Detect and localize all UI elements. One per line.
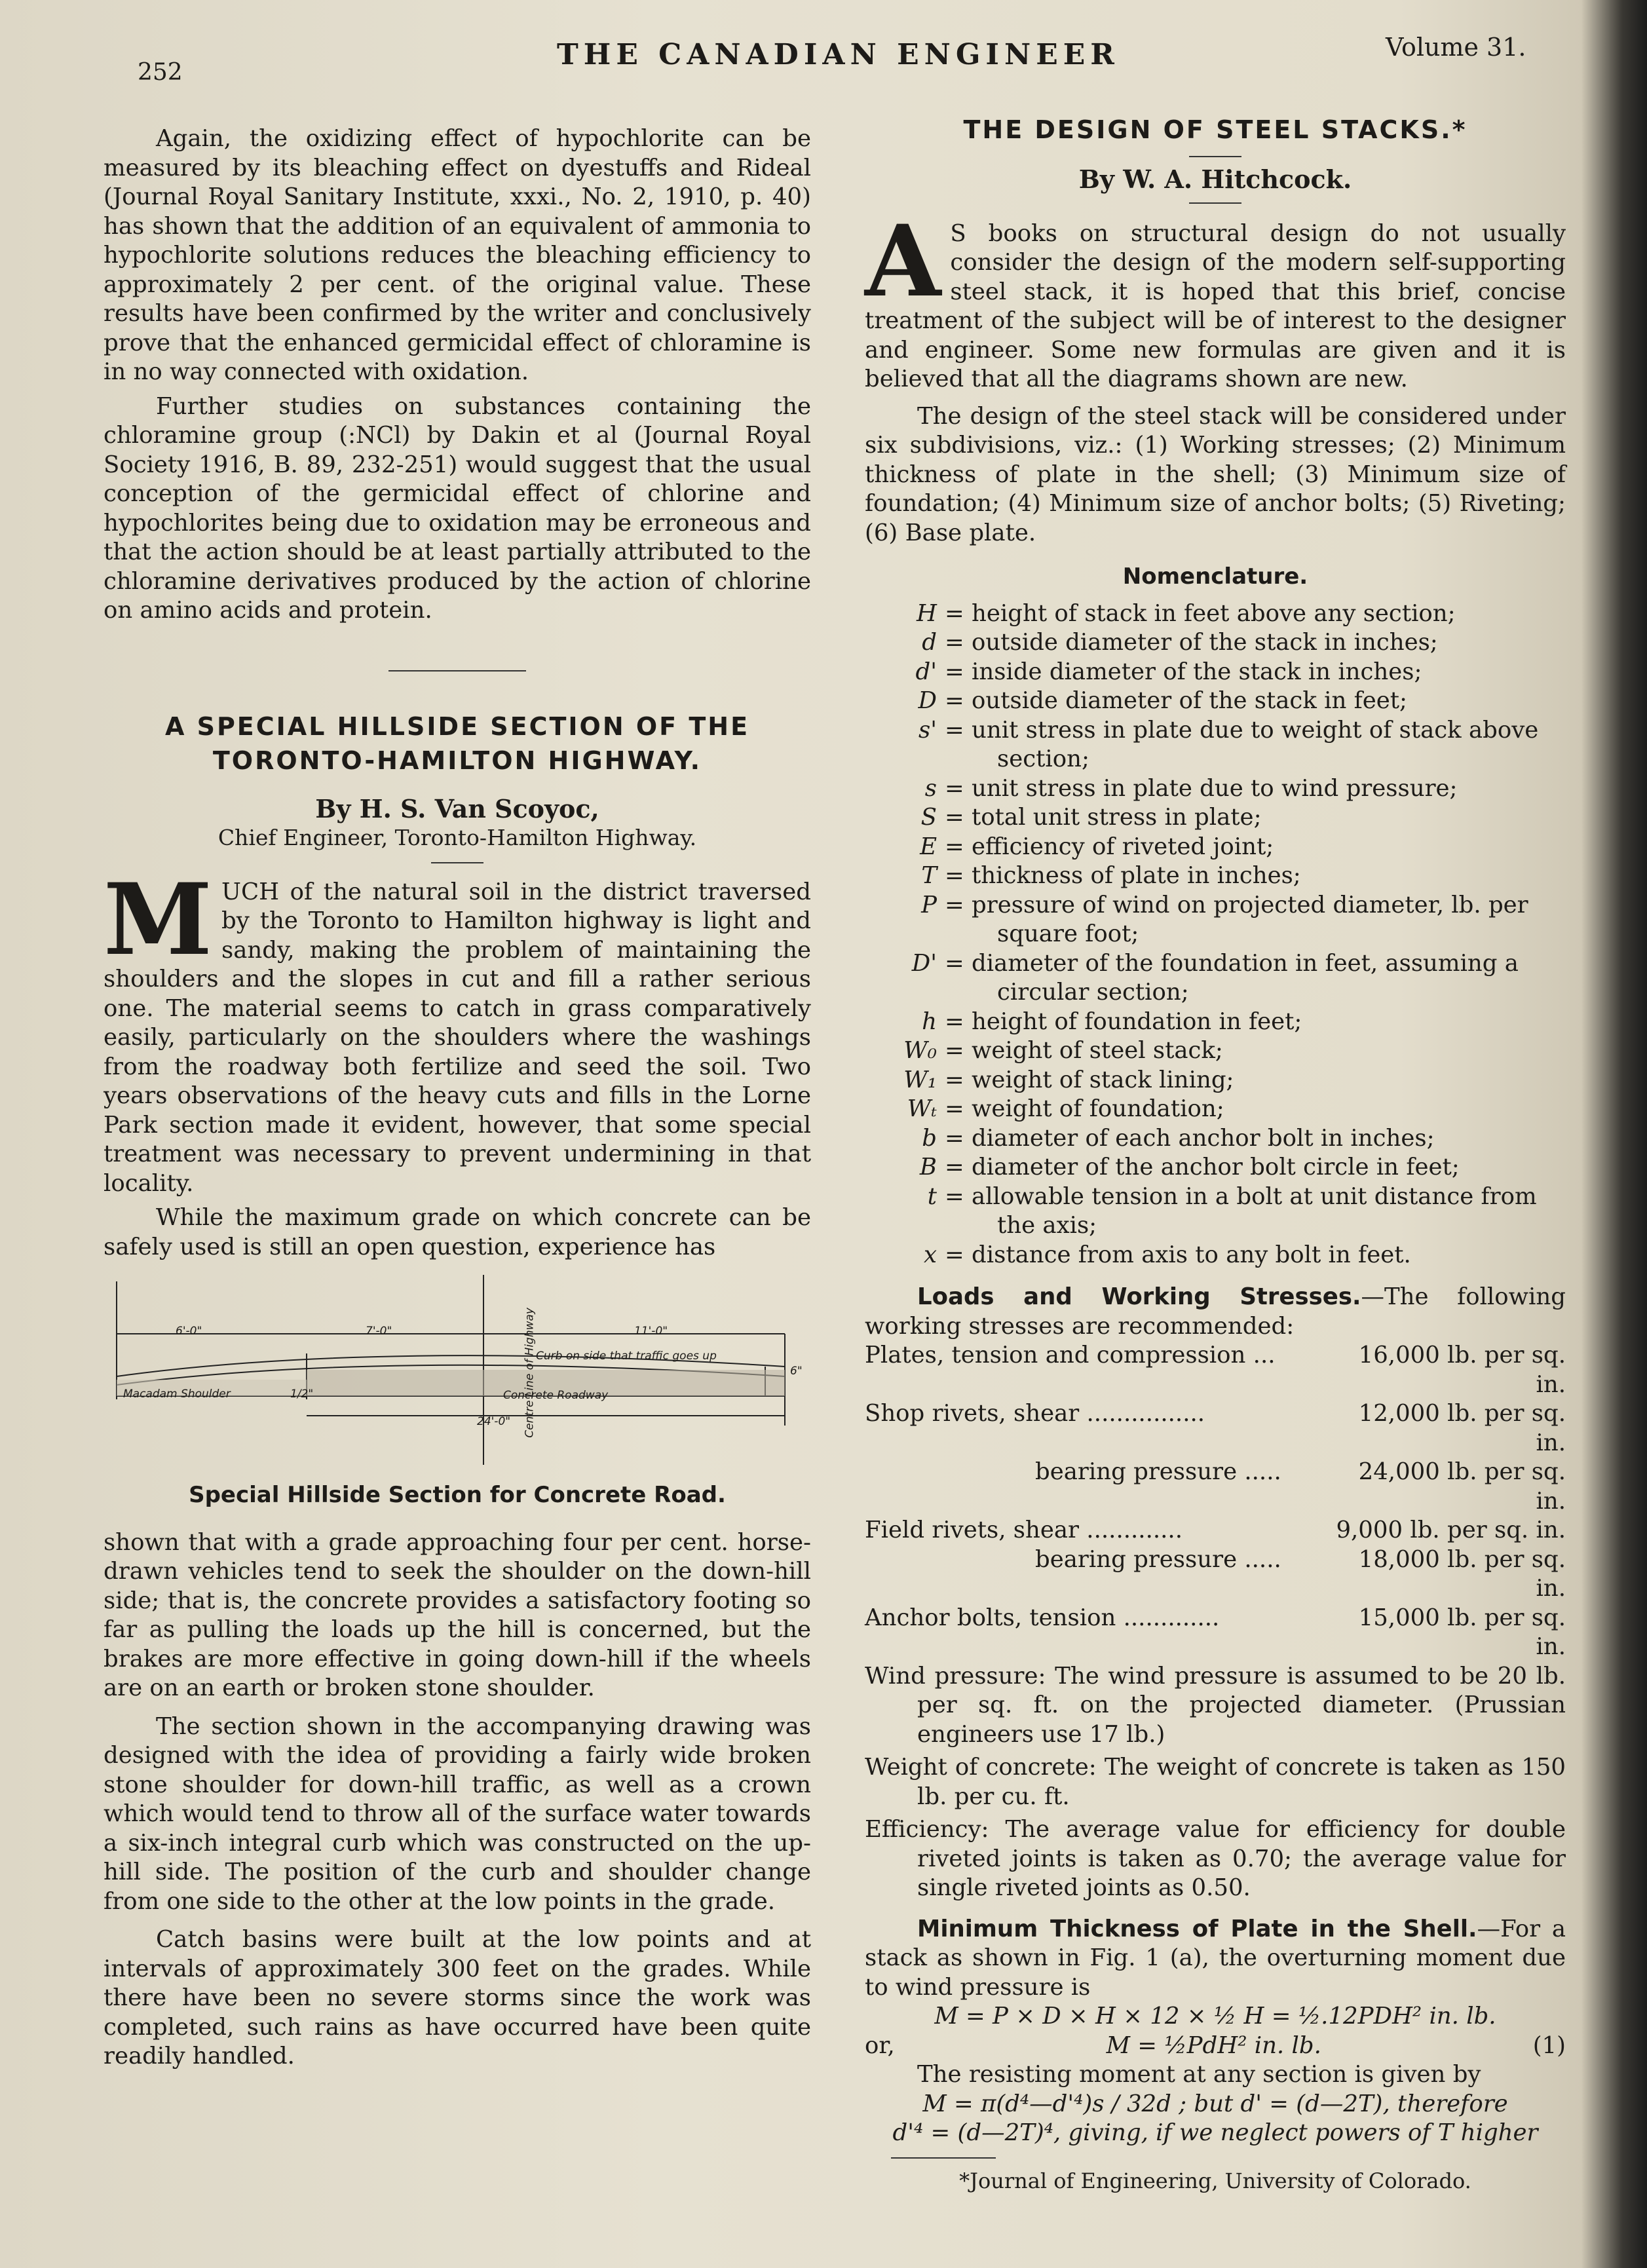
stress-value: 16,000 lb. per sq. in.	[1358, 1342, 1566, 1398]
symbol: b	[922, 1124, 937, 1152]
centre-line-label: Centre Line of Highway	[523, 1308, 537, 1438]
dimension-label: 24'-0"	[477, 1415, 511, 1428]
paragraph-text: —The following working stresses are recommended:	[865, 1283, 1566, 1340]
stress-value: 24,000 lb. per sq. in.	[1358, 1458, 1566, 1515]
volume-label: Volume 31.	[1386, 33, 1526, 62]
formula: M = π(d⁴—d'⁴)s / 32d ; but d' = (d—2T), therefore	[922, 2090, 1508, 2117]
curb-dimension: 6"	[790, 1365, 803, 1378]
formula-row	[865, 2032, 1566, 2061]
concrete-weight-note: Weight of concrete: The weight of concrete is taken as 150 lb. per cu. ft.	[865, 1754, 1566, 1810]
definition: = inside diameter of the stack in inches;	[945, 658, 1422, 685]
symbol: h	[922, 1008, 937, 1035]
definition-cont: section;	[997, 746, 1089, 772]
definition-cont: circular section;	[997, 979, 1189, 1006]
definition: = efficiency of riveted joint;	[945, 833, 1274, 860]
nomenclature-item	[865, 861, 1566, 891]
paragraph: The design of the steel stack will be considered under six subdivisions, viz.: (1) Working stresses; (2) Minimum thickness of plate in the shell; (3) Minimum size of foundation; (4) Minimum size of anchor bolts; (5) Riveting; (6) Base plate.	[865, 402, 1566, 546]
nomenclature-item	[865, 628, 1566, 658]
definition: = thickness of plate in inches;	[945, 862, 1301, 889]
dimension-label: 6'-0"	[176, 1325, 202, 1338]
concrete-roadway-label: Concrete Roadway	[503, 1389, 609, 1402]
journal-title: THE CANADIAN ENGINEER	[557, 38, 1120, 71]
dimension-label: 7'-0"	[366, 1325, 392, 1338]
symbol: d'	[915, 658, 937, 685]
byline-rule	[431, 862, 483, 863]
nomenclature-item	[865, 1182, 1566, 1241]
symbol: t	[927, 1182, 937, 1210]
symbol: P	[921, 891, 937, 918]
stress-row	[865, 1516, 1566, 1545]
definition: = distance from axis to any bolt in feet.	[945, 1241, 1411, 1268]
symbol: x	[923, 1241, 937, 1268]
stress-value: 9,000 lb. per sq. in.	[1336, 1517, 1566, 1543]
nomenclature-item	[865, 1036, 1566, 1066]
paragraph: Further studies on substances containing the chloramine group (:NCl) by Dakin et al (Journal Royal Society 1916, B. 89, 232-251) would suggest that the usual conception of the germicidal effect of chlorine and hypochlorites being due to oxidation may be erroneous and that the action should be at least partially attributed to the chloramine derivatives produced by the action of chlorine on amino acids and protein.	[104, 392, 811, 624]
article-title: THE DESIGN OF STEEL STACKS.*	[963, 115, 1467, 144]
nomenclature-item	[865, 1241, 1566, 1270]
paragraph: While the maximum grade on which concrete can be safely used is still an open question, experience has	[104, 1204, 811, 1260]
title-rule	[1189, 156, 1241, 157]
formula: d'⁴ = (d—2T)⁴, giving, if we neglect powers of T higher	[892, 2119, 1538, 2146]
definition: = weight of stack lining;	[945, 1066, 1234, 1093]
slope-dimension: 1/2"	[290, 1388, 314, 1401]
definition-text: = diameter of the foundation in feet, assuming a	[945, 949, 1519, 977]
definition-text: = pressure of wind on projected diameter, lb. per	[945, 891, 1528, 918]
nomenclature-item	[865, 891, 1566, 949]
wind-pressure-note: Wind pressure: The wind pressure is assumed to be 20 lb. per sq. ft. on the projected diameter. (Prussian engineers use 17 lb.)	[865, 1662, 1566, 1748]
symbol: D	[918, 687, 937, 714]
byline: By H. S. Van Scoyoc,	[315, 793, 599, 823]
definition	[945, 949, 1566, 1008]
left-column	[104, 124, 811, 2071]
symbol: s'	[918, 716, 937, 744]
paragraph: Catch basins were built at the low points and at intervals of approximately 300 feet on the grades. While there have been no severe storms since the work was completed, such rains as have occurred have been quite readily handled.	[104, 1926, 811, 2070]
stress-value: 18,000 lb. per sq. in.	[1358, 1545, 1566, 1602]
nomenclature-item	[865, 716, 1566, 774]
byline-rule	[1189, 202, 1241, 204]
drop-cap: M	[104, 861, 213, 977]
formula-or: or,	[865, 2032, 895, 2059]
curb-note: Curb on side that traffic goes up	[536, 1350, 717, 1363]
nomenclature-item	[865, 1095, 1566, 1124]
nomenclature-item	[865, 658, 1566, 687]
paragraph	[865, 1915, 1566, 2003]
stress-label: bearing pressure .....	[1035, 1458, 1281, 1485]
stress-label: Plates, tension and compression ...	[865, 1342, 1276, 1369]
definition	[945, 1182, 1566, 1241]
symbol: s	[924, 774, 937, 802]
definition: = diameter of the anchor bolt circle in feet;	[945, 1154, 1460, 1181]
definition: = outside diameter of the stack in inches;	[945, 629, 1438, 656]
stress-label: Field rivets, shear .............	[865, 1517, 1183, 1543]
nomenclature-item	[865, 949, 1566, 1008]
road-section-figure	[104, 1268, 811, 1471]
drop-cap: A	[865, 203, 941, 319]
efficiency-note: Efficiency: The average value for efficiency for double riveted joints is taken as 0.70; the average value for single riveted joints as 0.50.	[865, 1816, 1566, 1901]
nomenclature-item	[865, 774, 1566, 804]
page-number: 252	[138, 59, 183, 86]
right-column	[865, 105, 1566, 2195]
paragraph: The resisting moment at any section is given by	[917, 2061, 1481, 2088]
nomenclature-item	[865, 687, 1566, 716]
definition: = weight of foundation;	[945, 1095, 1224, 1122]
nomenclature-item	[865, 1124, 1566, 1154]
definition: = unit stress in plate due to wind pressure;	[945, 774, 1458, 802]
definition-text: = unit stress in plate due to weight of stack above	[945, 716, 1539, 744]
stress-table	[865, 1341, 1566, 1662]
stress-value: 12,000 lb. per sq. in.	[1358, 1400, 1566, 1456]
paragraph	[104, 861, 811, 1199]
running-head	[0, 33, 1585, 86]
formula: M = ½PdH² in. lb.	[1106, 2032, 1321, 2059]
symbol: D'	[911, 949, 937, 977]
figure-caption: Special Hillside Section for Concrete Road.	[189, 1482, 726, 1508]
footnote: *Journal of Engineering, University of Colorado.	[959, 2168, 1471, 2193]
author-affiliation: Chief Engineer, Toronto-Hamilton Highway.	[218, 825, 697, 850]
symbol: B	[919, 1154, 937, 1181]
formula: M = P × D × H × 12 × ½ H = ½.12PDH² in. lb.	[934, 2003, 1496, 2030]
min-thickness-heading: Minimum Thickness of Plate in the Shell.	[917, 1915, 1477, 1942]
definition: = total unit stress in plate;	[945, 804, 1262, 831]
symbol: H	[917, 599, 937, 627]
definition-cont: square foot;	[997, 920, 1139, 947]
nomenclature-item	[865, 1008, 1566, 1037]
definition: = weight of steel stack;	[945, 1037, 1223, 1064]
paragraph: The section shown in the accompanying drawing was designed with the idea of providing a fairly wide broken stone shoulder for down-hill traffic, as well as a crown which would tend to throw all of the surface water towards a six-inch integral curb which was constructed on the up-hill side. The position of the curb and shoulder change from one side to the other at the low points in the grade.	[104, 1712, 811, 1915]
stress-row	[865, 1341, 1566, 1399]
paragraph-text: S books on structural design do not usually consider the design of the modern self-supporting steel stack, it is hoped that this brief, concise treatment of the subject will be of interest to the designer and engineer. Some new formulas are given and it is believed that all the diagrams shown are new.	[865, 219, 1566, 392]
symbol: d	[922, 629, 937, 656]
paragraph-text: —For a stack as shown in Fig. 1 (a), the overturning moment due to wind pressure is	[865, 1915, 1566, 2001]
loads-heading: Loads and Working Stresses.	[917, 1283, 1361, 1310]
symbol: E	[920, 833, 937, 860]
paragraph	[865, 203, 1566, 394]
dimension-label: 11'-0"	[634, 1325, 668, 1338]
definition: = outside diameter of the stack in feet;	[945, 687, 1407, 714]
definition: = height of foundation in feet;	[945, 1008, 1302, 1035]
stress-label: Anchor bolts, tension .............	[865, 1604, 1220, 1631]
definition: = diameter of each anchor bolt in inches;	[945, 1124, 1435, 1152]
definition: = height of stack in feet above any section;	[945, 599, 1456, 627]
stress-row	[865, 1458, 1566, 1516]
formula-number: (1)	[1532, 2032, 1566, 2059]
macadam-shoulder-label: Macadam Shoulder	[123, 1388, 231, 1401]
paragraph: shown that with a grade approaching four per cent. horse-drawn vehicles tend to seek the shoulder on the down-hill side; that is, the concrete provides a satisfactory footing so far as pulling the loads up the hill is concerned, but the brakes are more effective in going down-hill if the wheels are on an earth or broken stone shoulder.	[104, 1528, 811, 1701]
nomenclature-list	[865, 599, 1566, 1270]
paragraph	[865, 1283, 1566, 1341]
section-divider	[388, 670, 526, 671]
symbol: Wₜ	[907, 1095, 937, 1122]
symbol: W₁	[903, 1066, 937, 1093]
nomenclature-item	[865, 1066, 1566, 1095]
byline: By W. A. Hitchcock.	[1078, 164, 1352, 194]
definition	[945, 716, 1566, 774]
stress-label: Shop rivets, shear ................	[865, 1400, 1205, 1427]
paragraph-text: UCH of the natural soil in the district traversed by the Toronto to Hamilton highway is light and sandy, making the problem of maintaining the shoulders and the slopes in cut and fill a rather serious one. The material seems to catch in grass comparatively easily, particularly on the shoulders where the washings from the roadway both fertilize and seed the soil. Two years observations of the heavy cuts and fills in the Lorne Park section made it evident, however, that some special treatment was necessary to prevent undermining in that locality.	[104, 878, 811, 1197]
paragraph: Again, the oxidizing effect of hypochlorite can be measured by its bleaching effect on dyestuffs and Rideal (Journal Royal Sanitary Institute, xxxi., No. 2, 1910, p. 40) has shown that the addition of an equivalent of ammonia to hypochlorite solutions reduces the bleaching efficiency to approximately 2 per cent. of the original value. These results have been confirmed by the writer and conclusively prove that the enhanced germicidal effect of chloramine is in no way connected with oxidation.	[104, 125, 811, 385]
article-title: A SPECIAL HILLSIDE SECTION OF THE TORONTO-HAMILTON HIGHWAY.	[164, 711, 750, 775]
symbol: T	[921, 862, 937, 889]
definition-text: = allowable tension in a bolt at unit distance from	[945, 1182, 1537, 1210]
stress-row	[865, 1604, 1566, 1662]
nomenclature-item	[865, 833, 1566, 862]
stress-row	[865, 1545, 1566, 1604]
symbol: S	[920, 804, 937, 831]
stress-value: 15,000 lb. per sq. in.	[1358, 1604, 1566, 1660]
definition-cont: the axis;	[997, 1212, 1097, 1239]
footnote-rule	[891, 2157, 996, 2159]
nomenclature-item	[865, 599, 1566, 629]
nomenclature-item	[865, 803, 1566, 833]
symbol: W₀	[903, 1037, 937, 1064]
nomenclature-item	[865, 1153, 1566, 1182]
nomenclature-heading: Nomenclature.	[1122, 563, 1308, 590]
stress-row	[865, 1399, 1566, 1458]
stress-label: bearing pressure .....	[1035, 1545, 1281, 1573]
definition	[945, 891, 1566, 949]
